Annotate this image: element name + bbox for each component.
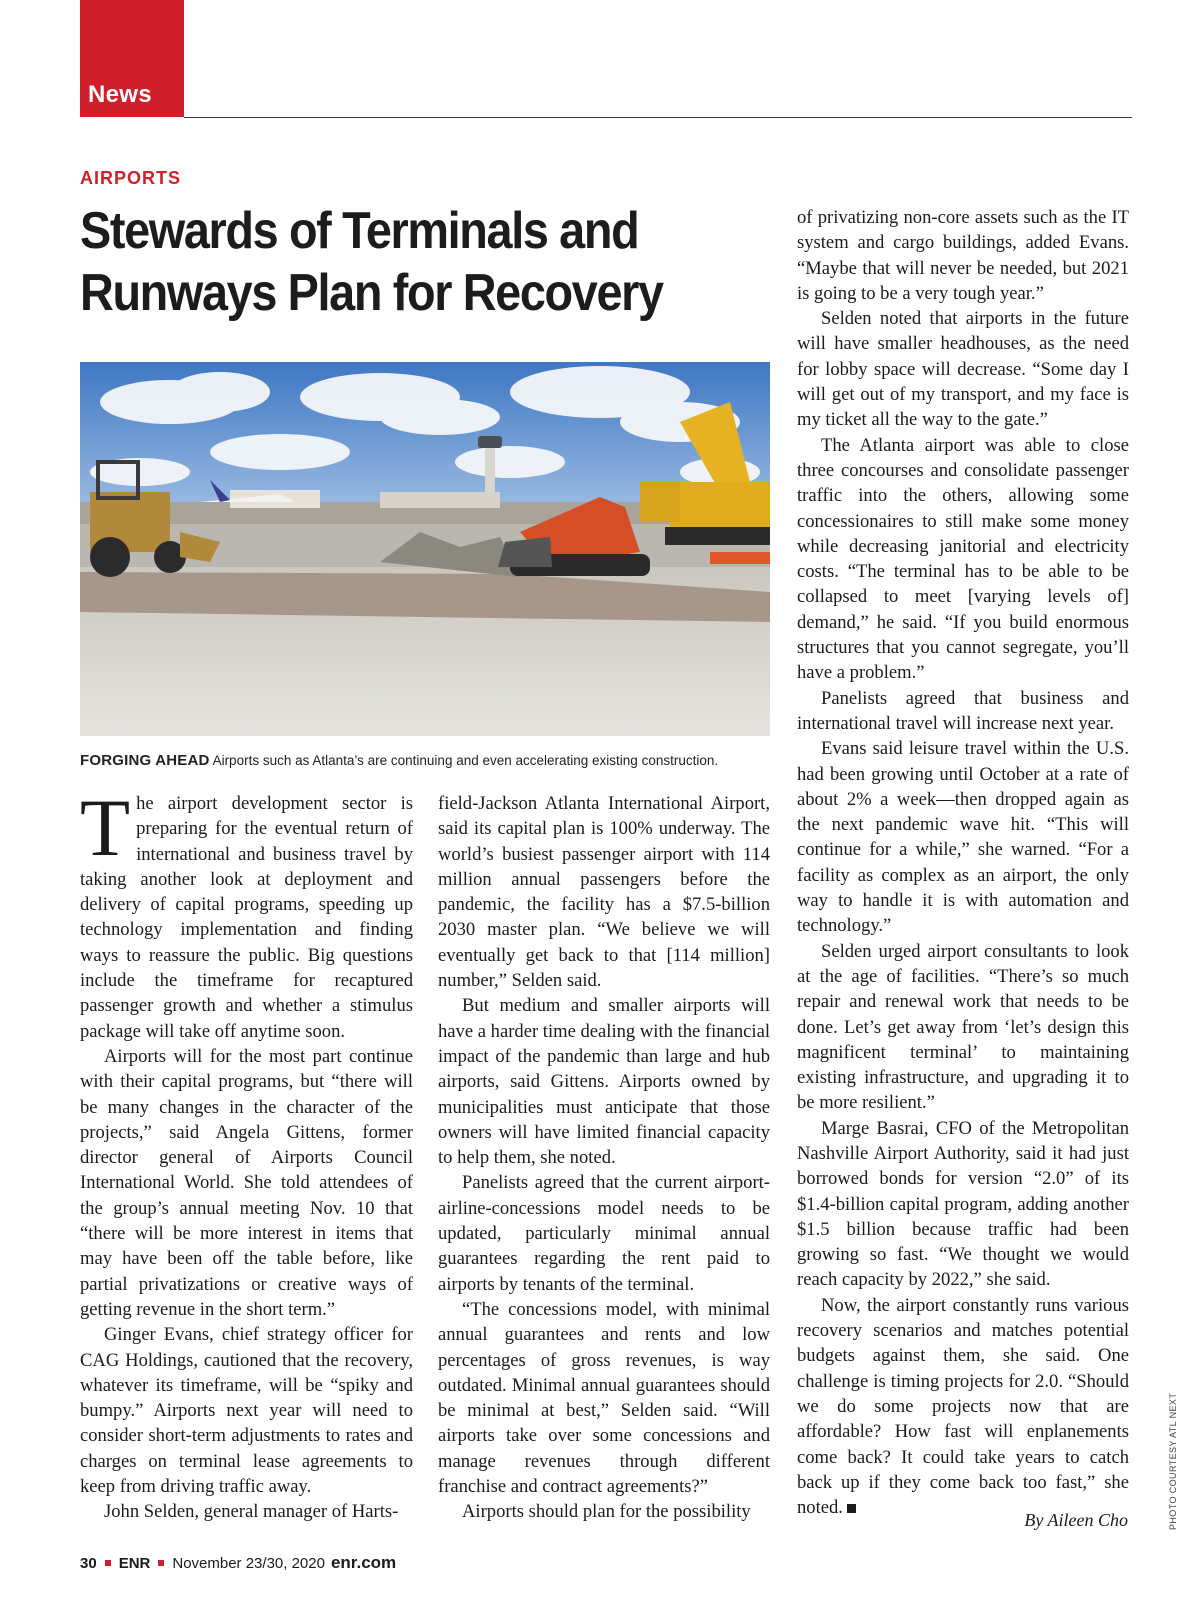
paragraph: Ginger Evans, chief strategy officer for CAG Holdings, cautioned that the recovery, whatever its timeframe, will be “spiky and bumpy.” Airports next year will need to consider short-term adjustments to rates and charges on terminal lease agreements to keep from driving traffic away. (80, 1324, 413, 1498)
paragraph: field-Jackson Atlanta International Airport, said its capital plan is 100% underway. The world’s busiest passenger airport with 114 million annual passengers before the pandemic, the facility has a $7.5-billion 2030 master plan. “We believe we will eventually get back to that [114 million] number,” Selden said. (438, 793, 770, 992)
drop-cap: T (80, 782, 131, 873)
paragraph: Airports should plan for the possibility (462, 1501, 751, 1523)
article-photo (80, 362, 770, 736)
paragraph: But medium and smaller airports will have a harder time dealing with the financial impact of the pandemic than large and hub airports, said Gittens. Airports owned by municipalities must anticipate that those owners will have limited financial capacity to help them, she noted. (438, 995, 770, 1169)
separator-square (158, 1560, 164, 1566)
caption-text: Airports such as Atlanta’s are continuing and even accelerating existing construction. (212, 753, 719, 768)
photo-credit: PHOTO COURTESY ATL NEXT (1168, 1392, 1178, 1530)
page-footer (80, 1553, 396, 1573)
paragraph (80, 782, 413, 1044)
section-label: News (88, 81, 152, 108)
paragraph (797, 1293, 1129, 1521)
header-rule (184, 117, 1132, 118)
publication-name: ENR (118, 1555, 151, 1572)
paragraph: Evans said leisure travel within the U.S. had been growing until October at a rate of about 2% a week—then dropped again as the next pandemic wave hit. “This will continue for a while,” she warned. “For a facility as complex as an airport, the only way to handle it is with automation and technology.” (797, 738, 1129, 937)
website-link[interactable]: enr.com (330, 1553, 397, 1572)
paragraph: The Atlanta airport was able to close three concourses and consolidate passenger traffic into the others, allowing some concessionaires to still make some money while decreasing janitorial and electricity costs. “The terminal has to be able to be collapsed to meet [varying levels of] demand,” he said. “If you build enormous structures that you cannot segregate, you’ll have a problem.” (797, 434, 1129, 684)
paragraph-text: he airport development sector is preparing for the eventual return of international and business travel by taking another look at deployment and delivery of capital programs, speeding up technology implementation and finding ways to reassure the public. Big questions include the timeframe for recaptured passenger growth and whether a stimulus package will take off anytime soon. (80, 793, 413, 1042)
article-column-1 (80, 782, 413, 1525)
page-number: 30 (80, 1555, 97, 1572)
end-mark (847, 1504, 856, 1513)
byline: By Aileen Cho (1024, 1510, 1128, 1530)
paragraph: Airports will for the most part continue with their capital programs, but “there will be many changes in the character of the projects,” said Angela Gittens, former director general of Airports Council International World. She told attendees of the group’s annual meeting Nov. 10 that “there will be more interest in items that may have been off the table before, like partial privatizations or creative ways of getting revenue in the short term.” (80, 1045, 413, 1320)
paragraph: Panelists agreed that the current airport-airline-concessions model needs to be updated, particularly minimal annual guarantees regarding the rent paid to airports by tenants of the terminal. (438, 1172, 770, 1295)
article-headline: Stewards of Terminals and Runways Plan for Recovery (80, 202, 663, 322)
paragraph: John Selden, general manager of Harts- (104, 1501, 399, 1523)
article-column-2 (438, 791, 770, 1525)
section-tab (80, 0, 184, 117)
paragraph: Selden urged airport consultants to look at the age of facilities. “There’s so much repair and renewal work that needs to be done. Let’s get away from ‘let’s design this magnificent terminal’ to maintaining existing infrastructure, and upgrading it to be more resilient.” (797, 940, 1129, 1114)
construction-photo-illustration (80, 362, 770, 736)
separator-square (105, 1560, 111, 1566)
caption-head: FORGING AHEAD (80, 752, 210, 769)
photo-caption (80, 752, 780, 770)
paragraph: Panelists agreed that business and international travel will increase next year. (797, 687, 1129, 734)
issue-date: November 23/30, 2020 (172, 1555, 325, 1572)
article-column-3 (797, 205, 1129, 1520)
paragraph: Marge Basrai, CFO of the Metropolitan Nashville Airport Authority, said it had just borrowed bonds for version “2.0” of its $1.4-billion capital program, adding another $1.5 billion because traffic had been growing so fast. “We thought we would reach capacity by 2022,” she said. (797, 1117, 1129, 1291)
paragraph: Selden noted that airports in the future will have smaller headhouses, as the need for lobby space will decrease. “Some day I will get out of my transport, and my face is my ticket all the way to the gate.” (797, 308, 1129, 431)
article-kicker: AIRPORTS (80, 168, 182, 188)
paragraph: “The concessions model, with minimal annual guarantees and rents and low percentages of gross revenues, is way outdated. Minimal annual guarantees should be minimal at best,” Selden said. “Will airports take over some concessions and manage revenues through different franchise and contract agreements?” (438, 1298, 770, 1498)
paragraph-text: Now, the airport constantly runs various recovery scenarios and matches potential budgets against them, she said. One challenge is timing projects for 2.0. “Should we do some projects now that are affordable? How fast will enplanements come back? It could take years to catch back up if they come back too fast,” she noted. (797, 1294, 1129, 1519)
paragraph: of privatizing non-core assets such as the IT system and cargo buildings, added Evans. “Maybe that will never be needed, but 2021 is going to be a very tough year.” (797, 207, 1129, 304)
